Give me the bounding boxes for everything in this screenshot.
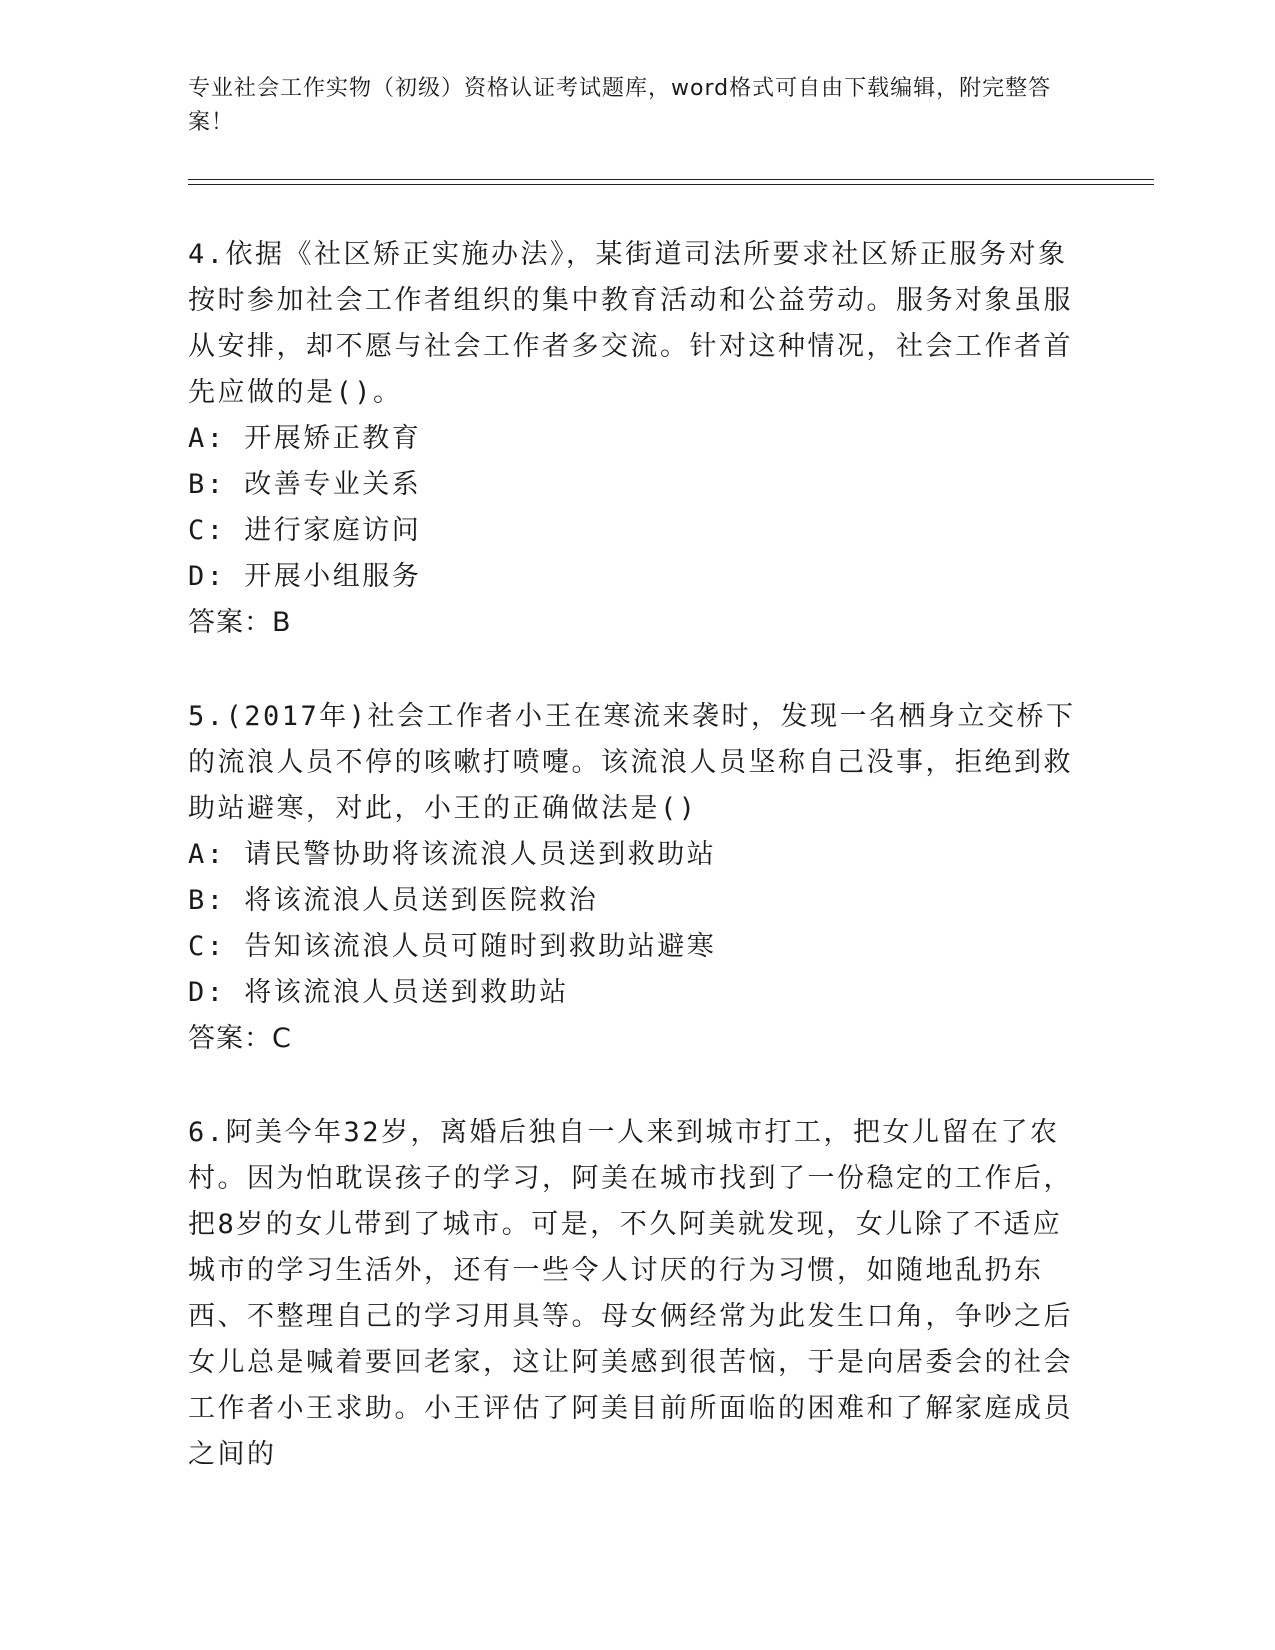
question-list [188,232,1088,1526]
document-header: 专业社会工作实物（初级）资格认证考试题库，word格式可自由下载编辑，附完整答案！ [188,76,1052,135]
answer-label: 答案：B [188,607,292,638]
question-5 [188,694,1088,1062]
option-d: D: 将该流浪人员送到救助站 [188,977,569,1008]
option-c: C: 进行家庭访问 [188,515,422,546]
option-list [188,416,1088,600]
option-d: D: 开展小组服务 [188,561,422,592]
question-4 [188,232,1088,646]
option-b: B: 将该流浪人员送到医院救治 [188,885,599,916]
option-list [188,832,1088,1016]
answer-label: 答案：C [188,1023,292,1054]
header-divider-top [188,179,1154,180]
option-a: A: 请民警协助将该流浪人员送到救助站 [188,839,717,870]
header-divider-bottom [188,184,1154,185]
question-stem: 4.依据《社区矫正实施办法》，某街道司法所要求社区矫正服务对象按时参加社会工作者组织的集中教育活动和公益劳动。服务对象虽服从安排，却不愿与社会工作者多交流。针对这种情况，社会工作者首先应做的是()。 [188,239,1073,408]
question-stem: 5.(2017年)社会工作者小王在寒流来袭时，发现一名栖身立交桥下的流浪人员不停的咳嗽打喷嚏。该流浪人员坚称自己没事，拒绝到救助站避寒，对此，小王的正确做法是() [188,701,1076,824]
option-a: A: 开展矫正教育 [188,423,422,454]
question-6 [188,1110,1088,1478]
option-c: C: 告知该流浪人员可随时到救助站避寒 [188,931,717,962]
question-stem: 6.阿美今年32岁，离婚后独自一人来到城市打工，把女儿留在了农村。因为怕耽误孩子的学习，阿美在城市找到了一份稳定的工作后，把8岁的女儿带到了城市。可是，不久阿美就发现，女儿除了不适应城市的学习生活外，还有一些令人讨厌的行为习惯，如随地乱扔东西、不整理自己的学习用具等。母女俩经常为此发生口角，争吵之后女儿总是喊着要回老家，这让阿美感到很苦恼，于是向居委会的社会工作者小王求助。小王评估了阿美目前所面临的困难和了解家庭成员之间的 [188,1117,1073,1470]
option-b: B: 改善专业关系 [188,469,422,500]
